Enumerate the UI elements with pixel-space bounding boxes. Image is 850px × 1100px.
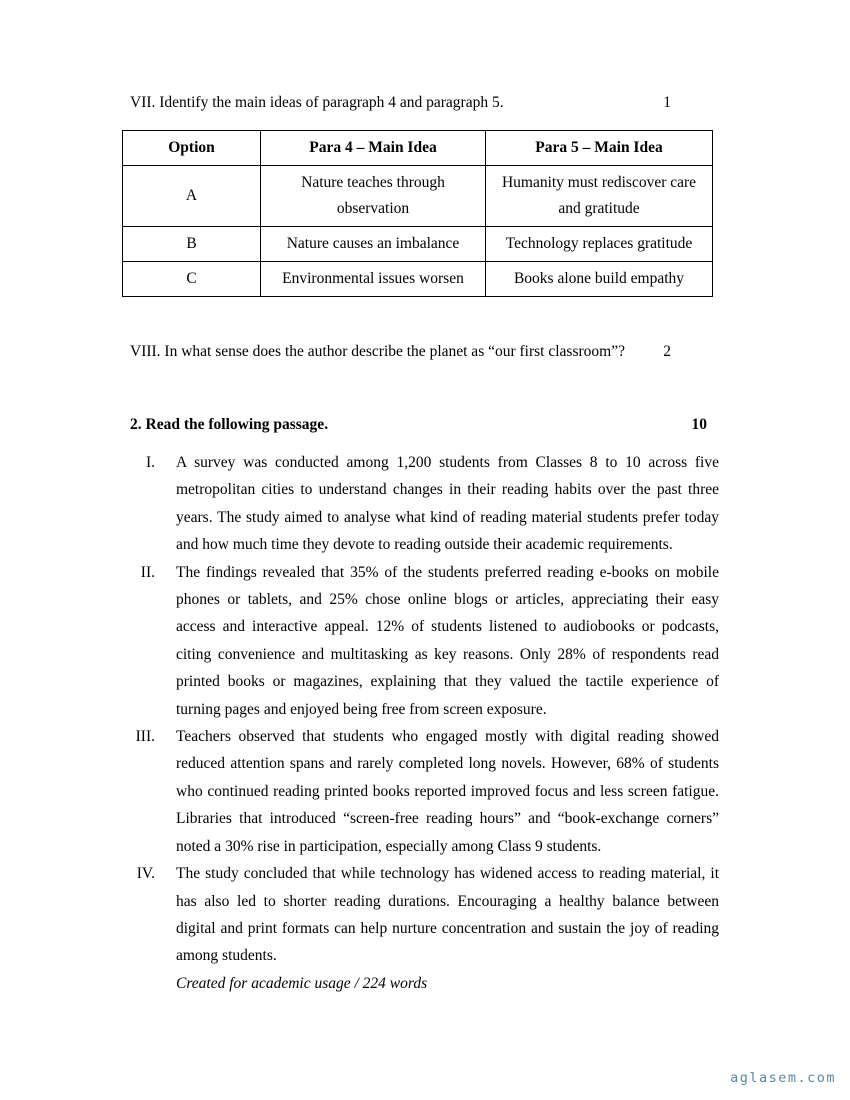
- paragraph-2-text: The findings revealed that 35% of the students preferred reading e-books on mobile phones or tablets, and 25% chose online blogs or articles, appreciating their easy access and interactive appeal. 12% of students listened to audiobooks or podcasts, citing convenience and multitasking as key reasons. Only 28% of respondents read printed books or magazines, explaining that they valued the tactile experience of turning pages and enjoyed being free from screen exposure.: [176, 563, 719, 718]
- option-c-para4: Environmental issues worsen: [261, 262, 486, 297]
- paragraph-4-numeral: IV.: [136, 865, 155, 883]
- option-a-para5: Humanity must rediscover care and gratitude: [486, 166, 713, 227]
- question-viii-text: VIII. In what sense does the author describe the planet as “our first classroom”?: [130, 343, 625, 360]
- paragraph-1-numeral: I.: [145, 454, 155, 471]
- table-row-c: [123, 262, 713, 297]
- option-c-para5: Books alone build empathy: [486, 262, 713, 297]
- options-table: [122, 130, 713, 297]
- question-viii: [130, 341, 719, 362]
- watermark: aglasem.com: [730, 1070, 836, 1086]
- paragraph-1-text: A survey was conducted among 1,200 students from Classes 8 to 10 across five metropolitan cities to understand changes in their reading habits over the past three years. The study aimed to analyse what kind of reading material students prefer today and how much time they devote to reading outside their academic requirements.: [176, 454, 719, 554]
- paragraph-4-text: The study concluded that while technology has widened access to reading material, it has also led to shorter reading durations. Encouraging a healthy balance between digital and print formats can help nurture concentration and sustain the joy of reading among students.: [176, 865, 719, 965]
- option-c-label: C: [123, 262, 261, 297]
- section-2-marks: 10: [691, 416, 707, 433]
- option-a-para4: Nature teaches through observation: [261, 166, 486, 227]
- table-header-para5: Para 5 – Main Idea: [486, 131, 713, 166]
- table-row-b: [123, 227, 713, 262]
- table-header-option: Option: [123, 131, 261, 166]
- section-2-title: 2. Read the following passage.: [130, 416, 329, 433]
- passage-paragraph-2: [130, 559, 719, 723]
- passage-credit: Created for academic usage / 224 words: [176, 974, 428, 992]
- question-viii-marks: 2: [663, 343, 671, 360]
- option-b-para5: Technology replaces gratitude: [486, 227, 713, 262]
- passage-paragraph-3: [130, 723, 719, 860]
- question-vii-marks: 1: [663, 94, 671, 111]
- passage-paragraph-1: [130, 449, 719, 559]
- question-vii: [130, 92, 719, 113]
- section-2-heading: [130, 414, 719, 435]
- table-row-a: [123, 166, 713, 227]
- paragraph-3-numeral: III.: [135, 728, 155, 746]
- question-vii-text: VII. Identify the main ideas of paragraph 4 and paragraph 5.: [130, 94, 504, 111]
- passage-paragraph-4: [130, 860, 719, 970]
- reading-passage: [130, 449, 719, 997]
- table-header-para4: Para 4 – Main Idea: [261, 131, 486, 166]
- option-b-label: B: [123, 227, 261, 262]
- option-a-label: A: [123, 166, 261, 227]
- option-b-para4: Nature causes an imbalance: [261, 227, 486, 262]
- paragraph-2-numeral: II.: [140, 563, 155, 581]
- paragraph-3-text: Teachers observed that students who engaged mostly with digital reading showed reduced attention spans and rarely completed long novels. However, 68% of students who continued reading printed books reported improved focus and less screen fatigue. Libraries that introduced “screen-free reading hours” and “book-exchange corners” noted a 30% rise in participation, especially among Class 9 students.: [176, 728, 719, 855]
- table-header-row: [123, 131, 713, 166]
